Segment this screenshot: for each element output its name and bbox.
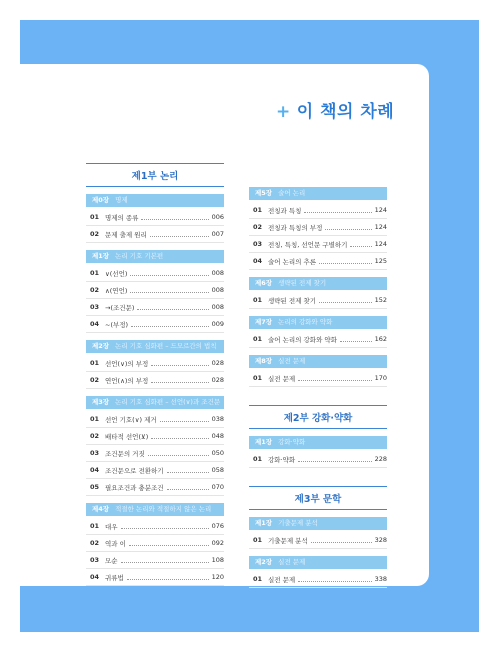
- entry-label: 선언(∨)의 부정: [105, 359, 149, 368]
- chapter-title: 명제: [115, 196, 128, 204]
- entry-label: 명제의 종류: [105, 213, 139, 222]
- entry-page-number: 328: [374, 536, 387, 544]
- chapter-header: [249, 316, 387, 329]
- entry-label: ∨(선언): [105, 269, 128, 278]
- chapter-header: [249, 436, 387, 449]
- toc-entry: [249, 202, 387, 219]
- leader-dots: [298, 581, 371, 582]
- entry-page-number: 028: [211, 376, 224, 384]
- chapter: [86, 340, 224, 389]
- toc-entry: [249, 451, 387, 468]
- chapter-title: 술어 논리: [278, 189, 306, 197]
- chapter-number: 제0장: [92, 196, 110, 204]
- leader-dots: [127, 579, 209, 580]
- chapter-title: 적절한 논리와 적절하지 않은 논리: [115, 505, 212, 513]
- entry-label: 귀류법: [105, 573, 124, 582]
- chapter-header: [86, 396, 224, 409]
- chapter: [86, 250, 224, 333]
- leader-dots: [131, 326, 209, 327]
- leader-dots: [150, 236, 209, 237]
- entry-number: 04: [90, 466, 100, 474]
- leader-dots: [311, 542, 372, 543]
- leader-dots: [160, 421, 209, 422]
- entry-number: 03: [90, 556, 100, 564]
- entry-page-number: 048: [211, 432, 224, 440]
- part1-chapter-list: [86, 194, 224, 586]
- chapter-header: [249, 355, 387, 368]
- entry-number: 01: [90, 359, 100, 367]
- chapter-number: 제4장: [92, 505, 110, 513]
- chapter: [249, 556, 387, 588]
- entry-number: 01: [90, 269, 100, 277]
- entry-page-number: 008: [211, 303, 224, 311]
- toc-entry: [86, 316, 224, 333]
- entry-page-number: 108: [211, 556, 224, 564]
- toc-entry: [249, 370, 387, 387]
- chapter-title: 생략된 전제 찾기: [278, 279, 327, 287]
- entry-page-number: 038: [211, 415, 224, 423]
- leader-dots: [298, 380, 371, 381]
- entry-page-number: 124: [374, 223, 387, 231]
- entry-number: 02: [90, 432, 100, 440]
- entry-label: 생략된 전제 찾기: [268, 296, 317, 305]
- entry-number: 01: [253, 335, 263, 343]
- toc-entry: [249, 571, 387, 588]
- leader-dots: [298, 461, 371, 462]
- chapter: [86, 194, 224, 243]
- entry-label: 조건문으로 전환하기: [105, 466, 164, 475]
- chapter-number: 제8장: [255, 357, 273, 365]
- leader-dots: [325, 229, 371, 230]
- entry-label: 대우: [105, 522, 118, 531]
- chapter-header: [249, 277, 387, 290]
- entry-number: 01: [253, 455, 263, 463]
- entry-label: 연언(∧)의 부정: [105, 376, 149, 385]
- leader-dots: [304, 212, 371, 213]
- chapter-number: 제6장: [255, 279, 273, 287]
- chapter-number: 제3장: [92, 398, 110, 406]
- chapter-title: 실전 문제: [278, 357, 306, 365]
- chapter: [249, 436, 387, 468]
- toc-entry: [86, 355, 224, 372]
- entry-page-number: 009: [211, 320, 224, 328]
- entry-label: 역과 이: [105, 539, 126, 548]
- chapter: [249, 355, 387, 387]
- leader-dots: [121, 528, 209, 529]
- entry-number: 01: [253, 374, 263, 382]
- entry-number: 03: [90, 449, 100, 457]
- chapter: [249, 316, 387, 348]
- leader-dots: [130, 292, 208, 293]
- entry-label: 술어 논리의 강화와 약화: [268, 335, 337, 344]
- toc-entry: [86, 372, 224, 389]
- chapter-title: 논리 기호 기본편: [115, 252, 164, 260]
- entry-number: 02: [90, 539, 100, 547]
- leader-dots: [137, 309, 208, 310]
- toc-left-column: [86, 163, 224, 586]
- entry-page-number: 120: [211, 573, 224, 581]
- entry-label: 술어 논리의 추론: [268, 257, 317, 266]
- entry-page-number: 162: [374, 335, 387, 343]
- toc-entry: [86, 462, 224, 479]
- leader-dots: [151, 438, 208, 439]
- toc-entry: [249, 532, 387, 549]
- entry-label: 전칭과 특칭: [268, 206, 302, 215]
- entry-number: 01: [253, 296, 263, 304]
- chapter-number: 제5장: [255, 189, 273, 197]
- entry-label: 기출문제 분석: [268, 536, 308, 545]
- entry-number: 01: [90, 415, 100, 423]
- leader-dots: [340, 341, 372, 342]
- entry-page-number: 006: [211, 213, 224, 221]
- chapter: [249, 277, 387, 309]
- toc-right-column: [249, 187, 387, 588]
- entry-page-number: 125: [374, 257, 387, 265]
- entry-page-number: 170: [374, 374, 387, 382]
- entry-label: ~(부정): [105, 320, 129, 329]
- entry-page-number: 007: [211, 230, 224, 238]
- toc-entry: [249, 219, 387, 236]
- chapter-title: 논리 기호 심화편 – 드모르간의 법칙: [115, 342, 217, 350]
- part2-chapter-list: [249, 436, 387, 468]
- chapter-title: 논리 기호 심화편 – 선언(∨)과 조건문: [115, 398, 221, 406]
- chapter-number: 제1장: [92, 252, 110, 260]
- entry-label: →(조건문): [105, 303, 135, 312]
- toc-entry: [86, 445, 224, 462]
- entry-number: 02: [90, 230, 100, 238]
- toc-entry: [86, 428, 224, 445]
- entry-label: 조건문의 거짓: [105, 449, 145, 458]
- leader-dots: [121, 562, 209, 563]
- chapter-header: [86, 194, 224, 207]
- entry-page-number: 008: [211, 269, 224, 277]
- entry-number: 04: [90, 573, 100, 581]
- chapter: [249, 517, 387, 549]
- chapter-number: 제7장: [255, 318, 273, 326]
- chapter-header: [249, 517, 387, 530]
- leader-dots: [167, 489, 209, 490]
- entry-page-number: 228: [374, 455, 387, 463]
- toc-entry: [86, 518, 224, 535]
- entry-page-number: 076: [211, 522, 224, 530]
- entry-page-number: 028: [211, 359, 224, 367]
- chapter-number: 제2장: [255, 558, 273, 566]
- part-heading-3: 제3부 문학: [249, 486, 387, 510]
- chapter-number: 제1장: [255, 438, 273, 446]
- entry-number: 01: [253, 575, 263, 583]
- page-title: [276, 97, 394, 122]
- chapter-header: [86, 503, 224, 516]
- entry-number: 04: [90, 320, 100, 328]
- toc-entry: [249, 331, 387, 348]
- toc-entry: [86, 265, 224, 282]
- chapter-title: 논리의 강화와 약화: [278, 318, 333, 326]
- plus-mark-icon: +: [276, 102, 291, 122]
- chapter-header: [86, 250, 224, 263]
- entry-label: 필요조건과 충분조건: [105, 483, 164, 492]
- leader-dots: [129, 545, 209, 546]
- leader-dots: [141, 219, 208, 220]
- chapter: [249, 187, 387, 270]
- chapter: [86, 503, 224, 586]
- entry-number: 01: [90, 522, 100, 530]
- part3-chapter-list: [249, 517, 387, 588]
- entry-number: 03: [90, 303, 100, 311]
- toc-entry: [86, 226, 224, 243]
- entry-page-number: 058: [211, 466, 224, 474]
- entry-number: 01: [253, 206, 263, 214]
- page-title-text: 이 책의 차례: [296, 102, 395, 122]
- entry-page-number: 092: [211, 539, 224, 547]
- leader-dots: [167, 472, 209, 473]
- part-heading-2: 제2부 강화·약화: [249, 405, 387, 429]
- leader-dots: [350, 246, 371, 247]
- entry-label: 모순: [105, 556, 118, 565]
- entry-number: 03: [253, 240, 263, 248]
- toc-entry: [86, 209, 224, 226]
- toc-entry: [249, 292, 387, 309]
- entry-number: 02: [90, 286, 100, 294]
- toc-entry: [86, 552, 224, 569]
- chapter-title: 실전 문제: [278, 558, 306, 566]
- entry-label: ∧(연언): [105, 286, 128, 295]
- leader-dots: [319, 302, 371, 303]
- entry-number: 01: [253, 536, 263, 544]
- toc-entry: [86, 282, 224, 299]
- toc-entry: [86, 411, 224, 428]
- leader-dots: [148, 455, 209, 456]
- entry-page-number: 124: [374, 206, 387, 214]
- toc-entry: [86, 479, 224, 496]
- entry-label: 선언 기호(∨) 제거: [105, 415, 157, 424]
- leader-dots: [151, 365, 208, 366]
- toc-entry: [86, 535, 224, 552]
- chapter-number: 제2장: [92, 342, 110, 350]
- part-heading-1: 제1부 논리: [86, 163, 224, 187]
- entry-label: 실전 문제: [268, 575, 296, 584]
- chapter: [86, 396, 224, 496]
- toc-entry: [86, 299, 224, 316]
- leader-dots: [151, 382, 208, 383]
- entry-label: 전칭과 특칭의 부정: [268, 223, 323, 232]
- entry-label: 실전 문제: [268, 374, 296, 383]
- entry-number: 04: [253, 257, 263, 265]
- part1-chapter-list-cont: [249, 187, 387, 387]
- chapter-header: [249, 187, 387, 200]
- entry-page-number: 338: [374, 575, 387, 583]
- chapter-header: [86, 340, 224, 353]
- entry-label: 전칭, 특칭, 선언문 구별하기: [268, 240, 348, 249]
- entry-label: 강화·약화: [268, 455, 296, 464]
- entry-number: 02: [90, 376, 100, 384]
- entry-page-number: 008: [211, 286, 224, 294]
- entry-page-number: 070: [211, 483, 224, 491]
- chapter-number: 제1장: [255, 519, 273, 527]
- entry-number: 05: [90, 483, 100, 491]
- entry-page-number: 050: [211, 449, 224, 457]
- entry-number: 02: [253, 223, 263, 231]
- entry-label: 문제 출제 원리: [105, 230, 147, 239]
- toc-entry: [86, 569, 224, 586]
- toc-entry: [249, 253, 387, 270]
- entry-page-number: 124: [374, 240, 387, 248]
- chapter-title: 강화·약화: [278, 438, 306, 446]
- entry-page-number: 152: [374, 296, 387, 304]
- leader-dots: [319, 263, 371, 264]
- chapter-title: 기출문제 분석: [278, 519, 318, 527]
- toc-entry: [249, 236, 387, 253]
- entry-label: 배타적 선언(⊻): [105, 432, 149, 441]
- leader-dots: [130, 275, 208, 276]
- chapter-header: [249, 556, 387, 569]
- entry-number: 01: [90, 213, 100, 221]
